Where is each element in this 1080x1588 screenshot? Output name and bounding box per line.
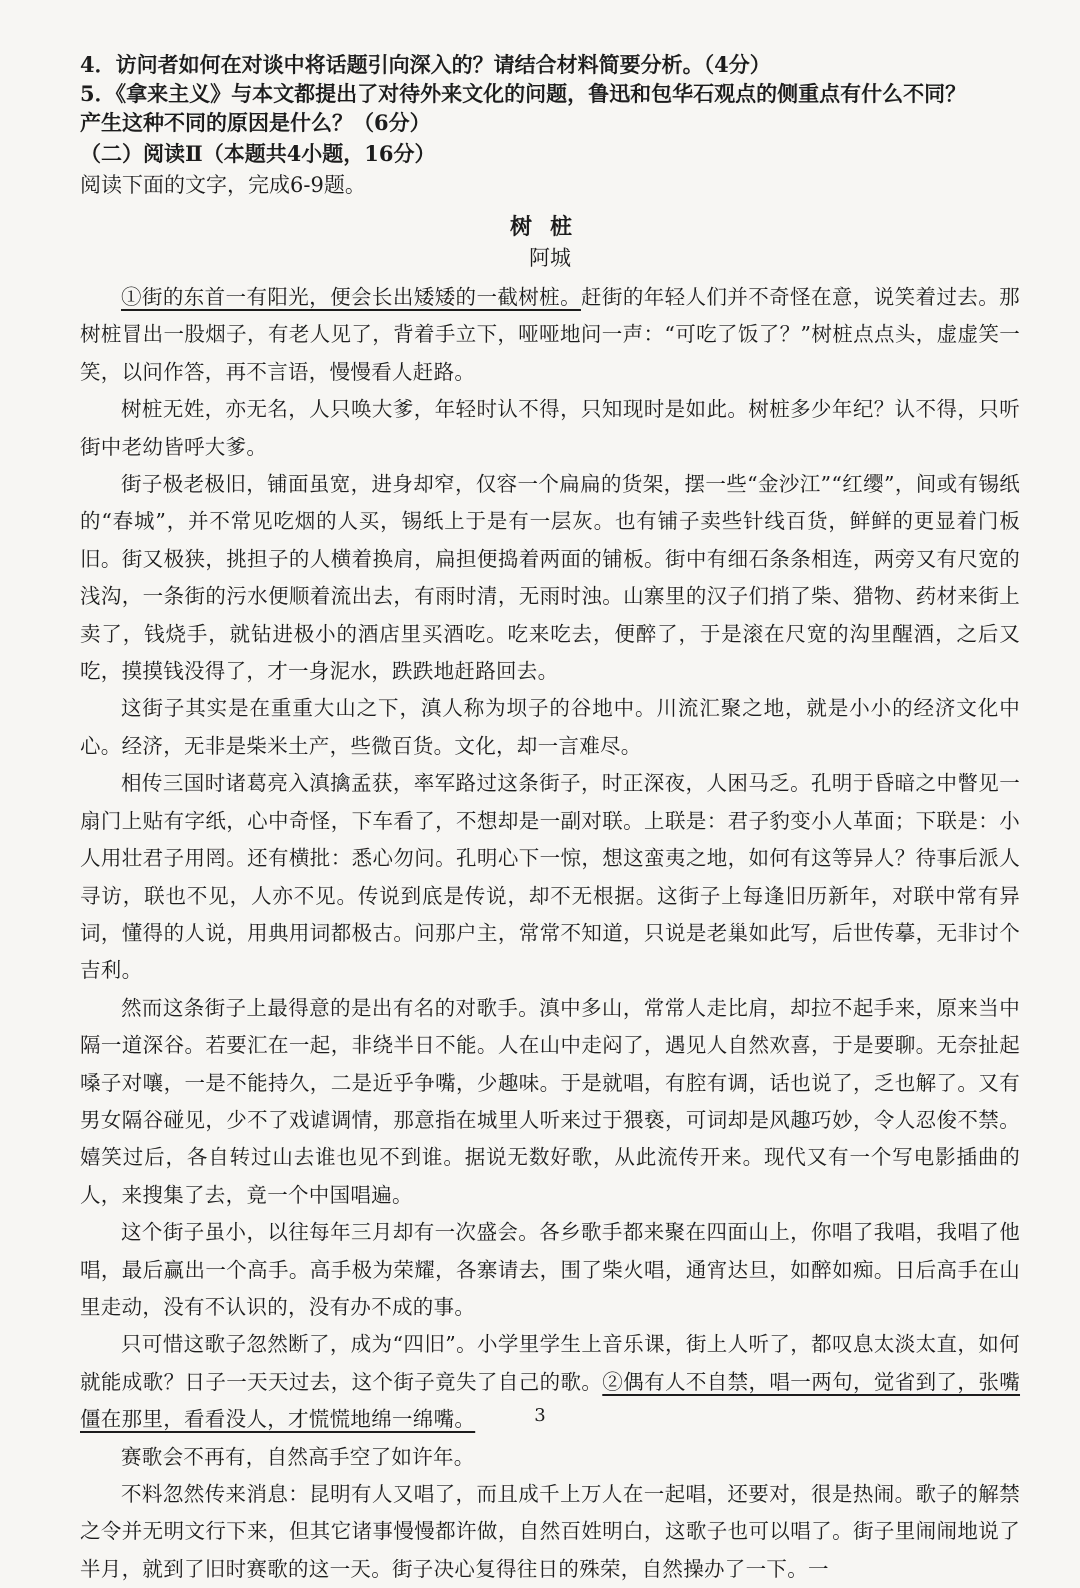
article-body [80,279,1020,1588]
section-heading: （二）阅读Ⅱ（本题共4小题，16分） [80,141,436,166]
underlined-sentence-1: ①街的东首一有阳光，便会长出矮矮的一截树桩。 [121,285,581,309]
article-title: 树桩 [509,214,590,240]
paragraph-4: 这街子其实是在重重大山之下，滇人称为坝子的谷地中。川流汇聚之地，就是小小的经济文化中心。经济，无非是柴米土产，些微百货。文化，却一言难尽。 [80,696,1020,758]
paragraph-2: 树桩无姓，亦无名，人只唤大爹，年轻时认不得，只知现时是如此。树桩多少年纪？认不得，只听街中老幼皆呼大爹。 [80,397,1020,459]
paragraph-8-text: 只可惜这歌子忽然断了，成为“四旧”。小学里学生上音乐课，街上人听了，都叹息太淡太直，如何就能成歌？日子一天天过去，这个街子竟失了自己的歌。 [80,1332,1020,1394]
underlined-sentence-2: ②偶有人不自禁，唱一两句，觉省到了，张嘴僵在那里，看看没人，才慌慌地绵一绵嘴。 [80,1369,1021,1432]
paragraph-5: 相传三国时诸葛亮入滇擒孟获，率军路过这条街子，时正深夜，人困马乏。孔明于昏暗之中瞥见一扇门上贴有字纸，心中奇怪，下车看了，不想却是一副对联。上联是：君子豹变小人革面；下联是：小人用壮君子用罔。还有横批：悉心勿问。孔明心下一惊，想这蛮夷之地，如何有这等异人？待事后派人寻访，联也不见，人亦不见。传说到底是传说，却不无根据。这街子上每逢旧历新年，对联中常有异词，懂得的人说，用典用词都极古。问那户主，常常不知道，只说是老巢如此写，后世传摹，无非讨个吉利。 [80,771,1020,983]
question-5: 5．《拿来主义》与本文都提出了对待外来文化的问题，鲁迅和包华石观点的侧重点有什么不同？ [80,81,967,106]
question-4: 4．访问者如何在对谈中将话题引向深入的？请结合材料简要分析。（4分） [80,52,771,77]
paragraph-6: 然而这条街子上最得意的是出有名的对歌手。滇中多山，常常人走比肩，却拉不起手来，原来当中隔一道深谷。若要汇在一起，非绕半日不能。人在山中走闷了，遇见人自然欢喜，于是要聊。无奈扯起嗓子对嚷，一是不能持久，二是近乎争嘴，少趣味。于是就唱，有腔有调，话也说了，乏也解了。又有男女隔谷碰见，少不了戏谑调情，那意指在城里人听来过于猥亵，可词却是风趣巧妙，令人忍俊不禁。嬉笑过后，各自转过山去谁也见不到谁。据说无数好歌，从此流传开来。现代又有一个写电影插曲的人，来搜集了去，竟一个中国唱遍。 [80,995,1020,1207]
paragraph-1-text: 赶街的年轻人们并不奇怪在意，说笑着过去。那树桩冒出一股烟子，有老人见了，背着手立下，哑哑地问一声：“可吃了饭了？”树桩点点头，虚虚笑一笑，以问作答，再不言语，慢慢看人赶路。 [80,285,1020,384]
section-instruction: 阅读下面的文字，完成6-9题。 [80,173,366,197]
paragraph-1 [80,279,1020,391]
paragraph-10: 不料忽然传来消息：昆明有人又唱了，而且成千上万人在一起唱，还要对，很是热闹。歌子的解禁之令并无明文行下来，但其它诸事慢慢都许做，自然百姓明白，这歌子也可以唱了。街子里闹闹地说了半月，就到了旧时赛歌的这一天。街子决心复得往日的殊荣，自然操办了一下。一 [80,1482,1020,1581]
question-5-continued: 产生这种不同的原因是什么？（6分） [80,110,431,135]
paragraph-7: 这个街子虽小，以往每年三月却有一次盛会。各乡歌手都来聚在四面山上，你唱了我唱，我唱了他唱，最后赢出一个高手。高手极为荣耀，各寨请去，围了柴火唱，通宵达旦，如醉如痴。日后高手在山里走动，没有不认识的，没有办不成的事。 [80,1220,1020,1319]
paragraph-9: 赛歌会不再有，自然高手空了如许年。 [121,1444,475,1469]
article-author: 阿城 [529,246,571,270]
page-number: 3 [534,1405,546,1426]
paragraph-3: 街子极老极旧，铺面虽宽，进身却窄，仅容一个扁扁的货架，摆一些“金沙江”“红缨”，间或有锡纸的“春城”，并不常见吃烟的人买，锡纸上于是有一层灰。也有铺子卖些针线百货，鲜鲜的更显着门板旧。街又极狭，挑担子的人横着换肩，扁担便捣着两面的铺板。街中有细石条条相连，两旁又有尺宽的浅沟，一条街的污水便顺着流出去，有雨时清，无雨时浊。山寨里的汉子们捎了柴、猎物、药材来街上卖了，钱烧手，就钻进极小的酒店里买酒吃。吃来吃去，便醉了，于是滚在尺宽的沟里醒酒，之后又吃，摸摸钱没得了，才一身泥水，跌跌地赶路回去。 [80,472,1020,684]
